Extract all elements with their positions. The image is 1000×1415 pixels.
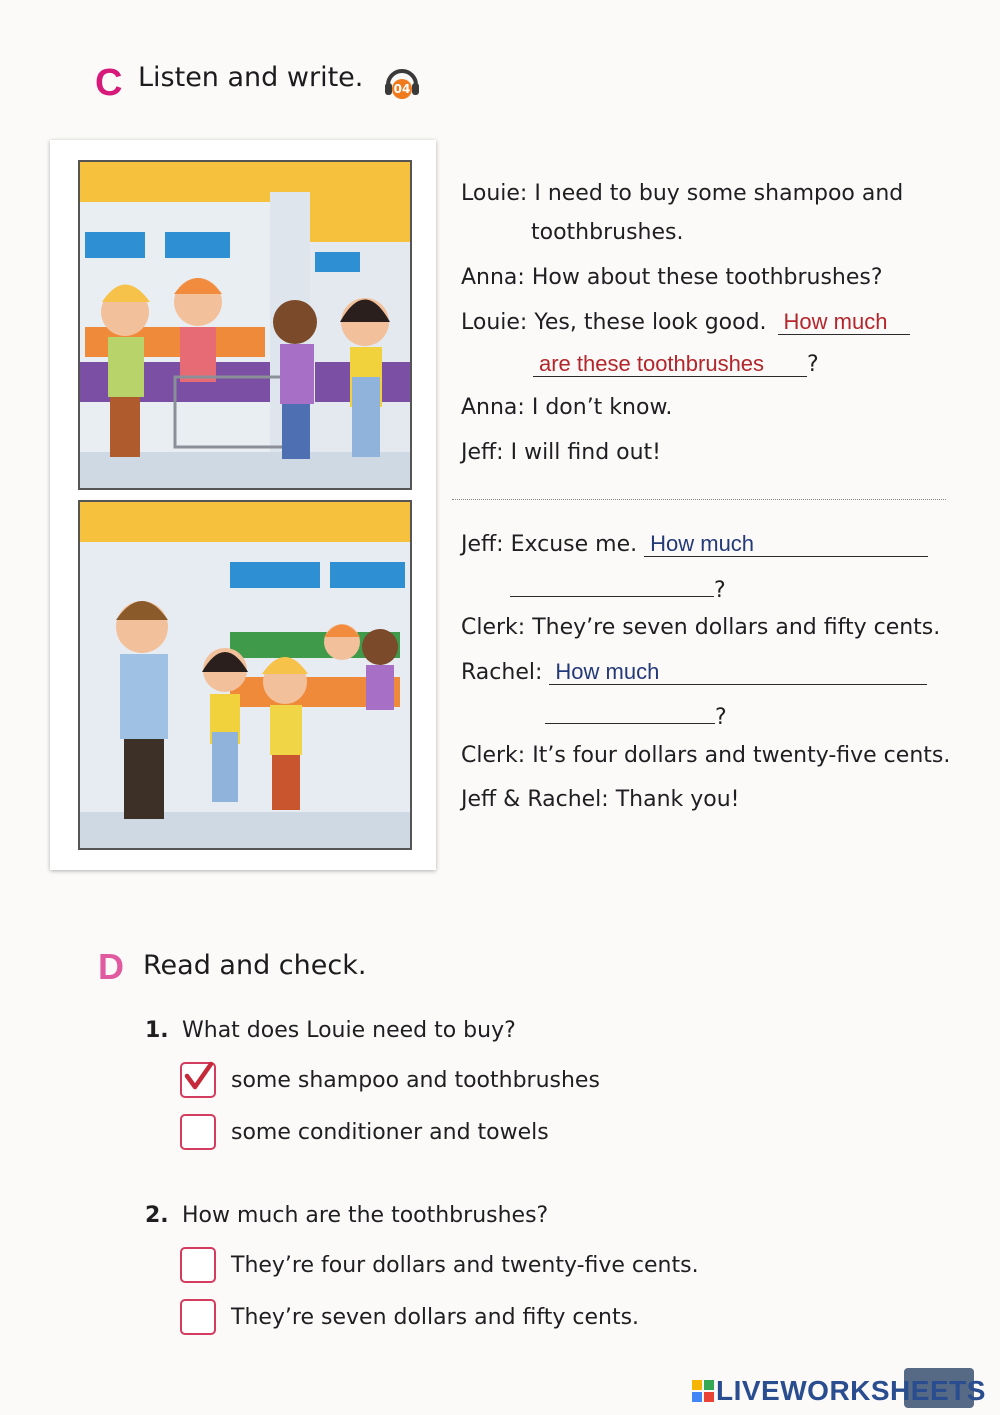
speaker-louie: Louie:: [461, 181, 528, 206]
checkmark-icon: [180, 1060, 216, 1096]
section-c-title: Listen and write.: [138, 62, 364, 93]
speaker-anna: Anna:: [461, 395, 525, 420]
option-label: some shampoo and toothbrushes: [231, 1068, 600, 1093]
speaker-clerk: Clerk:: [461, 615, 526, 640]
section-c-letter: C: [95, 62, 123, 104]
dialogue-line-continuation: [510, 572, 726, 603]
dialogue-text: I don’t know.: [531, 395, 673, 420]
option-checkbox[interactable]: [180, 1114, 216, 1150]
speaker-jeff-rachel: Jeff & Rachel:: [461, 787, 609, 812]
answer-blank-1b[interactable]: are these toothbrushes: [533, 352, 807, 377]
dialogue-text: I will find out!: [510, 440, 662, 465]
dialogue-text: Thank you!: [615, 787, 740, 812]
dotted-divider: [452, 499, 946, 500]
question-number: 1.: [145, 1018, 169, 1043]
dialogue-line: [461, 395, 672, 420]
option-checkbox-checked[interactable]: [180, 1062, 216, 1098]
speaker-louie: Louie:: [461, 310, 528, 335]
speaker-jeff: Jeff:: [461, 440, 504, 465]
dialogue-line-continuation: toothbrushes.: [531, 220, 684, 245]
dialogue-text: It’s four dollars and twenty-five cents.: [532, 743, 951, 768]
answer-blank-3a[interactable]: How much: [549, 660, 927, 685]
dialogue-line: [461, 440, 661, 465]
dialogue-line: [461, 615, 940, 640]
dialogue-line: [461, 660, 927, 685]
dialogue-line: [461, 743, 950, 768]
liveworksheets-watermark: [692, 1376, 986, 1406]
speaker-jeff: Jeff:: [461, 532, 504, 557]
answer-blank-1a[interactable]: How much: [778, 310, 910, 335]
dialogue-line: [461, 310, 910, 335]
question-mark: ?: [714, 578, 726, 603]
question-mark: ?: [715, 705, 727, 730]
scene-asking-clerk: [78, 500, 412, 850]
speaker-anna: Anna:: [461, 265, 525, 290]
option-label: They’re four dollars and twenty-five cents.: [231, 1253, 699, 1278]
audio-track-number: 04: [393, 82, 411, 96]
option-label: some conditioner and towels: [231, 1120, 549, 1145]
dialogue-line-continuation: [533, 352, 819, 377]
dialogue-text: How about these toothbrushes?: [531, 265, 883, 290]
dialogue-text: They’re seven dollars and fifty cents.: [532, 615, 941, 640]
audio-track-icon[interactable]: [382, 63, 422, 103]
option-label: They’re seven dollars and fifty cents.: [231, 1305, 640, 1330]
answer-blank-3b[interactable]: [545, 699, 715, 724]
dialogue-line: [461, 787, 740, 812]
speaker-rachel: Rachel:: [461, 660, 543, 685]
dialogue-text: Yes, these look good.: [534, 310, 767, 335]
liveworksheets-logo-icon: [692, 1380, 714, 1402]
section-d-title: Read and check.: [143, 950, 367, 981]
dialogue-line: [461, 265, 883, 290]
question-2: [145, 1203, 548, 1228]
dialogue-text: I need to buy some shampoo and: [534, 181, 904, 206]
speaker-clerk: Clerk:: [461, 743, 526, 768]
dialogue-line-continuation: [545, 699, 727, 730]
section-d-letter: D: [98, 946, 124, 987]
liveworksheets-brand: LIVEWORKSHEETS: [716, 1375, 986, 1406]
question-text: How much are the toothbrushes?: [182, 1203, 549, 1228]
scene-toothbrushes-aisle: [78, 160, 412, 490]
option-checkbox[interactable]: [180, 1299, 216, 1335]
dialogue-line: [461, 181, 903, 206]
question-1: [145, 1018, 516, 1043]
dialogue-text: Excuse me.: [510, 532, 638, 557]
question-number: 2.: [145, 1203, 169, 1228]
dialogue-line: [461, 532, 928, 557]
option-checkbox[interactable]: [180, 1247, 216, 1283]
answer-blank-2a[interactable]: How much: [644, 532, 928, 557]
question-mark: ?: [807, 352, 819, 377]
answer-blank-2b[interactable]: [510, 572, 714, 597]
question-text: What does Louie need to buy?: [182, 1018, 516, 1043]
